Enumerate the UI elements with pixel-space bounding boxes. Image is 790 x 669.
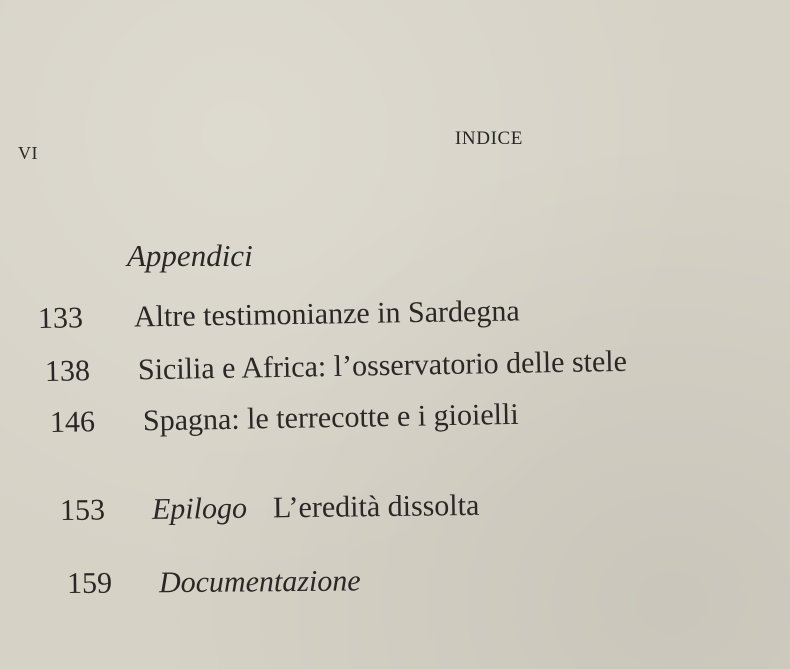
toc-entry [45, 345, 628, 389]
toc-title: Documentazione [158, 564, 361, 600]
toc-page-number: 159 [66, 566, 113, 600]
toc-entry [38, 294, 520, 336]
toc-title: Altre testimonianze in Sardegna [133, 294, 520, 334]
toc-entry [67, 564, 361, 601]
toc-label: Epilogo [151, 491, 248, 526]
toc-entry [50, 398, 519, 440]
toc-page-number: 146 [49, 405, 96, 439]
toc-title: L’eredità dissolta [272, 488, 480, 525]
section-heading: Appendici [127, 238, 253, 273]
toc-entry [60, 489, 480, 528]
toc-page-number: 133 [37, 301, 84, 335]
toc-title: Sicilia e Africa: l’osservatorio delle stele [137, 344, 628, 387]
running-title: INDICE [455, 128, 523, 149]
toc-page-number: 153 [59, 493, 106, 527]
page-number: VI [18, 143, 38, 163]
toc-title: Spagna: le terrecotte e i gioielli [142, 397, 519, 438]
toc-page-number: 138 [44, 354, 91, 388]
